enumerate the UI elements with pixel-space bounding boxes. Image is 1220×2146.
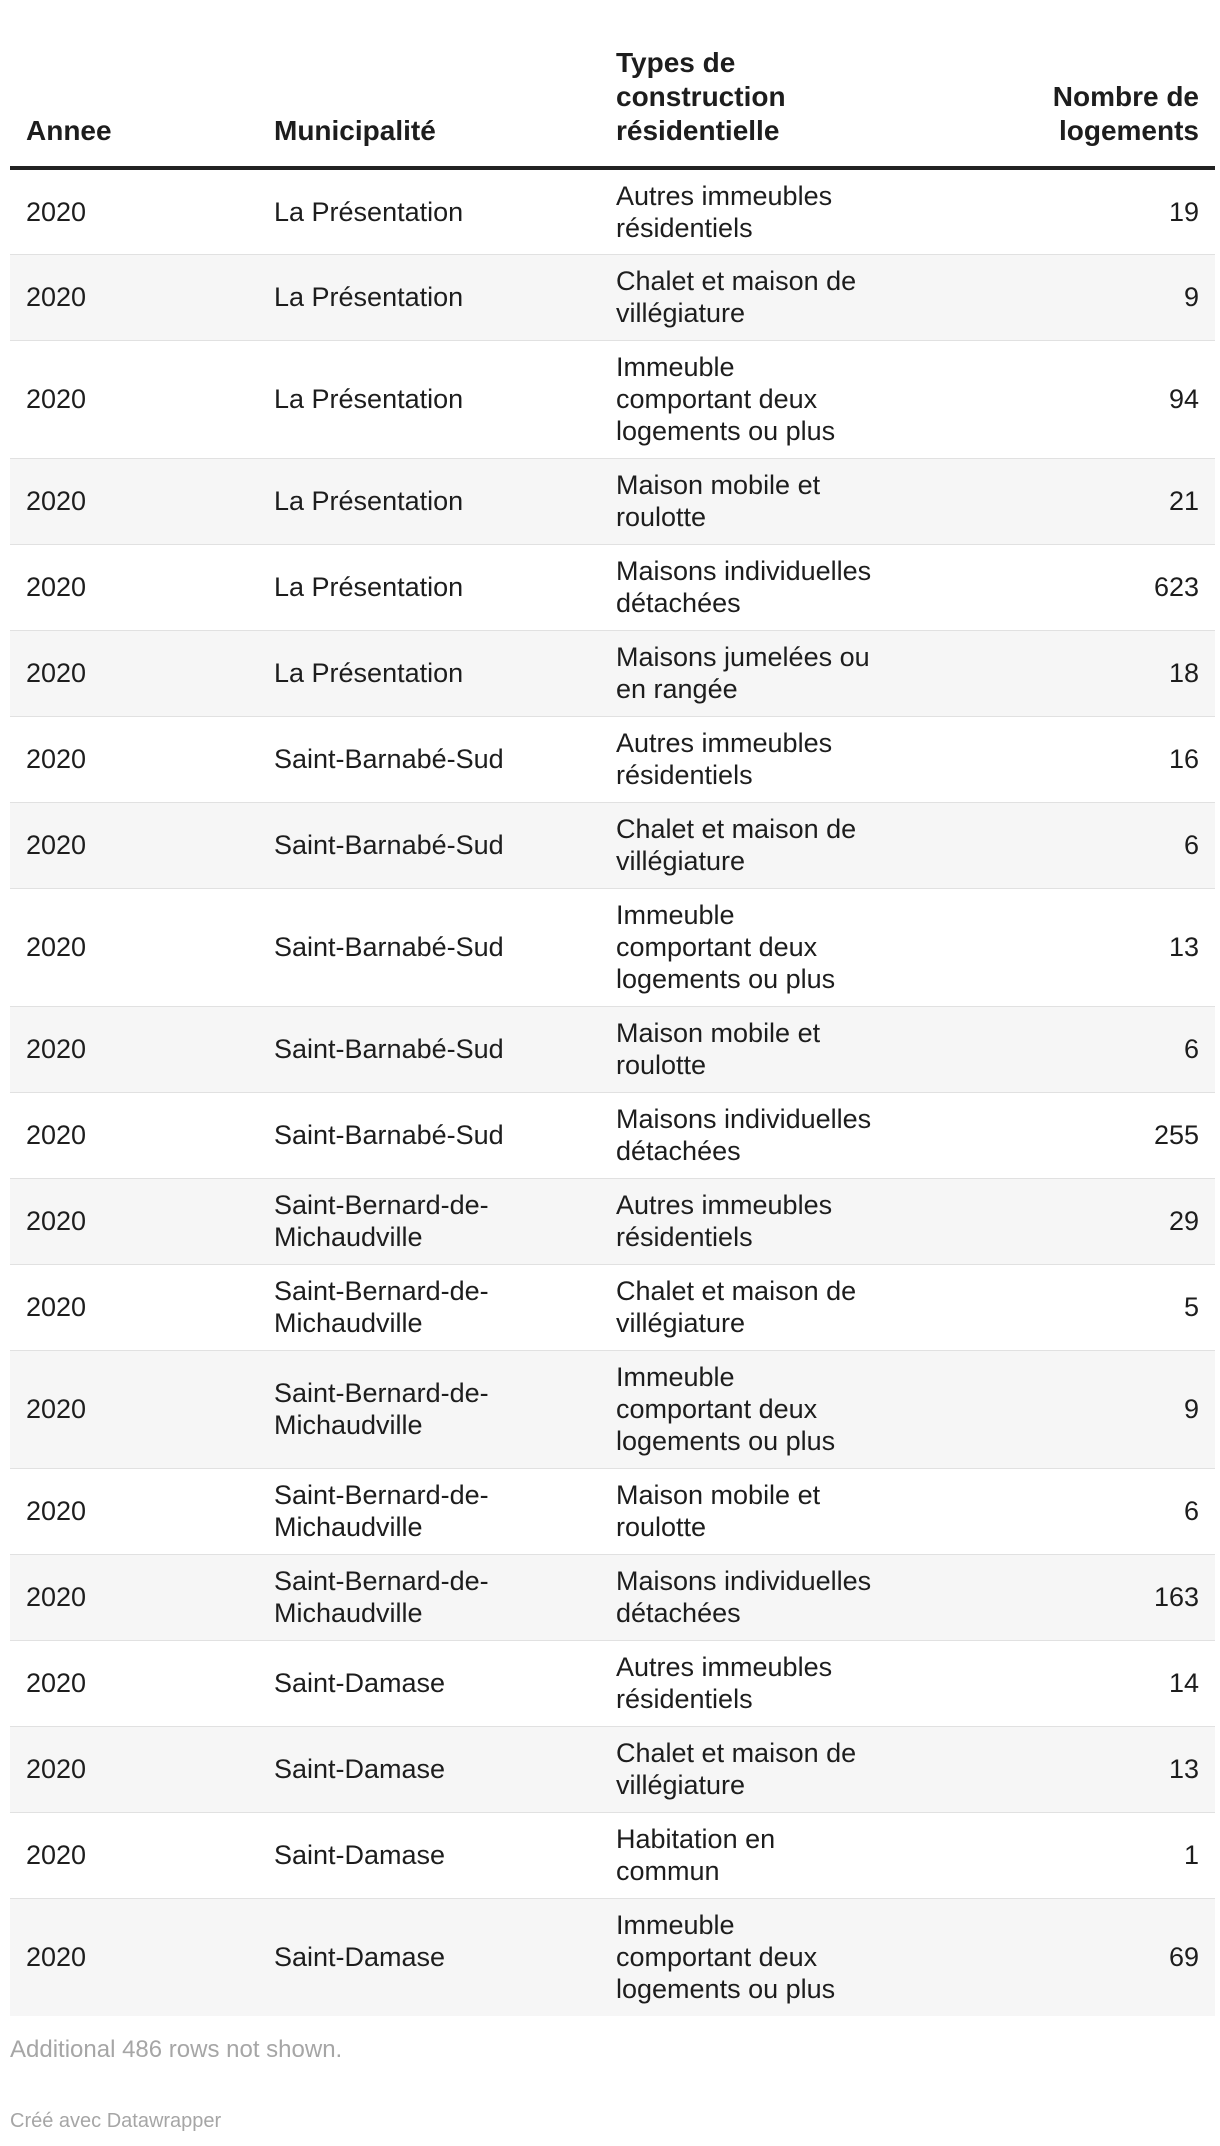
data-table: [10, 40, 1215, 2016]
table-row: [10, 1812, 1215, 1898]
cell-nombre: 163: [942, 1554, 1215, 1640]
header-row: [10, 40, 1215, 168]
cell-annee: 2020: [10, 630, 258, 716]
cell-municipalite: Saint-Barnabé-Sud: [258, 716, 600, 802]
cell-type: Chalet et maison de villégiature: [600, 254, 942, 340]
cell-type: Autres immeubles résidentiels: [600, 168, 942, 254]
cell-nombre: 623: [942, 544, 1215, 630]
cell-municipalite: La Présentation: [258, 254, 600, 340]
cell-annee: 2020: [10, 802, 258, 888]
table-row: [10, 168, 1215, 254]
header-nombre[interactable]: Nombre de logements: [942, 40, 1215, 168]
table-row: [10, 716, 1215, 802]
cell-annee: 2020: [10, 1554, 258, 1640]
table-row: [10, 1726, 1215, 1812]
cell-municipalite: La Présentation: [258, 544, 600, 630]
cell-annee: 2020: [10, 168, 258, 254]
cell-nombre: 29: [942, 1178, 1215, 1264]
cell-type: Immeuble comportant deux logements ou plus: [600, 1350, 942, 1468]
cell-nombre: 94: [942, 340, 1215, 458]
cell-municipalite: Saint-Bernard-de-Michaudville: [258, 1178, 600, 1264]
cell-type: Maisons individuelles détachées: [600, 544, 942, 630]
cell-nombre: 5: [942, 1264, 1215, 1350]
cell-nombre: 18: [942, 630, 1215, 716]
cell-type: Chalet et maison de villégiature: [600, 1726, 942, 1812]
cell-type: Immeuble comportant deux logements ou plus: [600, 1898, 942, 2016]
cell-nombre: 69: [942, 1898, 1215, 2016]
cell-annee: 2020: [10, 1640, 258, 1726]
cell-municipalite: Saint-Damase: [258, 1726, 600, 1812]
cell-type: Maisons jumelées ou en rangée: [600, 630, 942, 716]
table-row: [10, 1350, 1215, 1468]
table-row: [10, 1006, 1215, 1092]
cell-municipalite: Saint-Damase: [258, 1812, 600, 1898]
cell-municipalite: Saint-Bernard-de-Michaudville: [258, 1264, 600, 1350]
table-row: [10, 254, 1215, 340]
cell-type: Maison mobile et roulotte: [600, 1468, 942, 1554]
cell-nombre: 6: [942, 1006, 1215, 1092]
cell-type: Habitation en commun: [600, 1812, 942, 1898]
header-annee[interactable]: Annee: [10, 40, 258, 168]
table-row: [10, 340, 1215, 458]
cell-annee: 2020: [10, 888, 258, 1006]
cell-annee: 2020: [10, 1264, 258, 1350]
table-row: [10, 802, 1215, 888]
cell-nombre: 14: [942, 1640, 1215, 1726]
cell-type: Immeuble comportant deux logements ou plus: [600, 888, 942, 1006]
cell-nombre: 13: [942, 888, 1215, 1006]
table-notes: Additional 486 rows not shown.: [10, 2036, 343, 2063]
cell-nombre: 16: [942, 716, 1215, 802]
cell-type: Maisons individuelles détachées: [600, 1554, 942, 1640]
cell-nombre: 13: [942, 1726, 1215, 1812]
cell-annee: 2020: [10, 716, 258, 802]
table-row: [10, 544, 1215, 630]
cell-annee: 2020: [10, 1726, 258, 1812]
cell-municipalite: Saint-Barnabé-Sud: [258, 888, 600, 1006]
table-row: [10, 458, 1215, 544]
cell-municipalite: La Présentation: [258, 340, 600, 458]
cell-nombre: 21: [942, 458, 1215, 544]
cell-type: Chalet et maison de villégiature: [600, 802, 942, 888]
cell-nombre: 255: [942, 1092, 1215, 1178]
cell-annee: 2020: [10, 1092, 258, 1178]
header-municipalite[interactable]: Municipalité: [258, 40, 600, 168]
table-row: [10, 1264, 1215, 1350]
credit-text[interactable]: Créé avec Datawrapper: [10, 2110, 222, 2132]
cell-annee: 2020: [10, 1468, 258, 1554]
cell-nombre: 6: [942, 1468, 1215, 1554]
cell-municipalite: Saint-Damase: [258, 1640, 600, 1726]
cell-municipalite: La Présentation: [258, 630, 600, 716]
cell-municipalite: Saint-Bernard-de-Michaudville: [258, 1554, 600, 1640]
table-row: [10, 1178, 1215, 1264]
cell-type: Chalet et maison de villégiature: [600, 1264, 942, 1350]
cell-annee: 2020: [10, 340, 258, 458]
cell-type: Autres immeubles résidentiels: [600, 1178, 942, 1264]
table-row: [10, 1468, 1215, 1554]
cell-type: Maison mobile et roulotte: [600, 458, 942, 544]
table-row: [10, 1554, 1215, 1640]
cell-municipalite: Saint-Barnabé-Sud: [258, 1006, 600, 1092]
cell-annee: 2020: [10, 1898, 258, 2016]
header-types[interactable]: Types de construction résidentielle: [600, 40, 942, 168]
cell-annee: 2020: [10, 1812, 258, 1898]
cell-nombre: 6: [942, 802, 1215, 888]
cell-municipalite: Saint-Damase: [258, 1898, 600, 2016]
cell-municipalite: La Présentation: [258, 458, 600, 544]
table-body: [10, 168, 1215, 2016]
table-row: [10, 1640, 1215, 1726]
cell-annee: 2020: [10, 1006, 258, 1092]
cell-annee: 2020: [10, 1350, 258, 1468]
cell-type: Immeuble comportant deux logements ou plus: [600, 340, 942, 458]
cell-nombre: 9: [942, 254, 1215, 340]
cell-annee: 2020: [10, 544, 258, 630]
cell-municipalite: La Présentation: [258, 168, 600, 254]
table-row: [10, 1092, 1215, 1178]
cell-type: Autres immeubles résidentiels: [600, 716, 942, 802]
cell-annee: 2020: [10, 254, 258, 340]
cell-nombre: 1: [942, 1812, 1215, 1898]
table-row: [10, 1898, 1215, 2016]
cell-annee: 2020: [10, 1178, 258, 1264]
cell-annee: 2020: [10, 458, 258, 544]
table-header: [10, 40, 1215, 168]
cell-nombre: 19: [942, 168, 1215, 254]
table-row: [10, 888, 1215, 1006]
cell-type: Autres immeubles résidentiels: [600, 1640, 942, 1726]
cell-type: Maison mobile et roulotte: [600, 1006, 942, 1092]
table-row: [10, 630, 1215, 716]
cell-nombre: 9: [942, 1350, 1215, 1468]
cell-municipalite: Saint-Barnabé-Sud: [258, 802, 600, 888]
cell-type: Maisons individuelles détachées: [600, 1092, 942, 1178]
cell-municipalite: Saint-Bernard-de-Michaudville: [258, 1468, 600, 1554]
cell-municipalite: Saint-Barnabé-Sud: [258, 1092, 600, 1178]
cell-municipalite: Saint-Bernard-de-Michaudville: [258, 1350, 600, 1468]
data-table-container: [10, 40, 1215, 2016]
